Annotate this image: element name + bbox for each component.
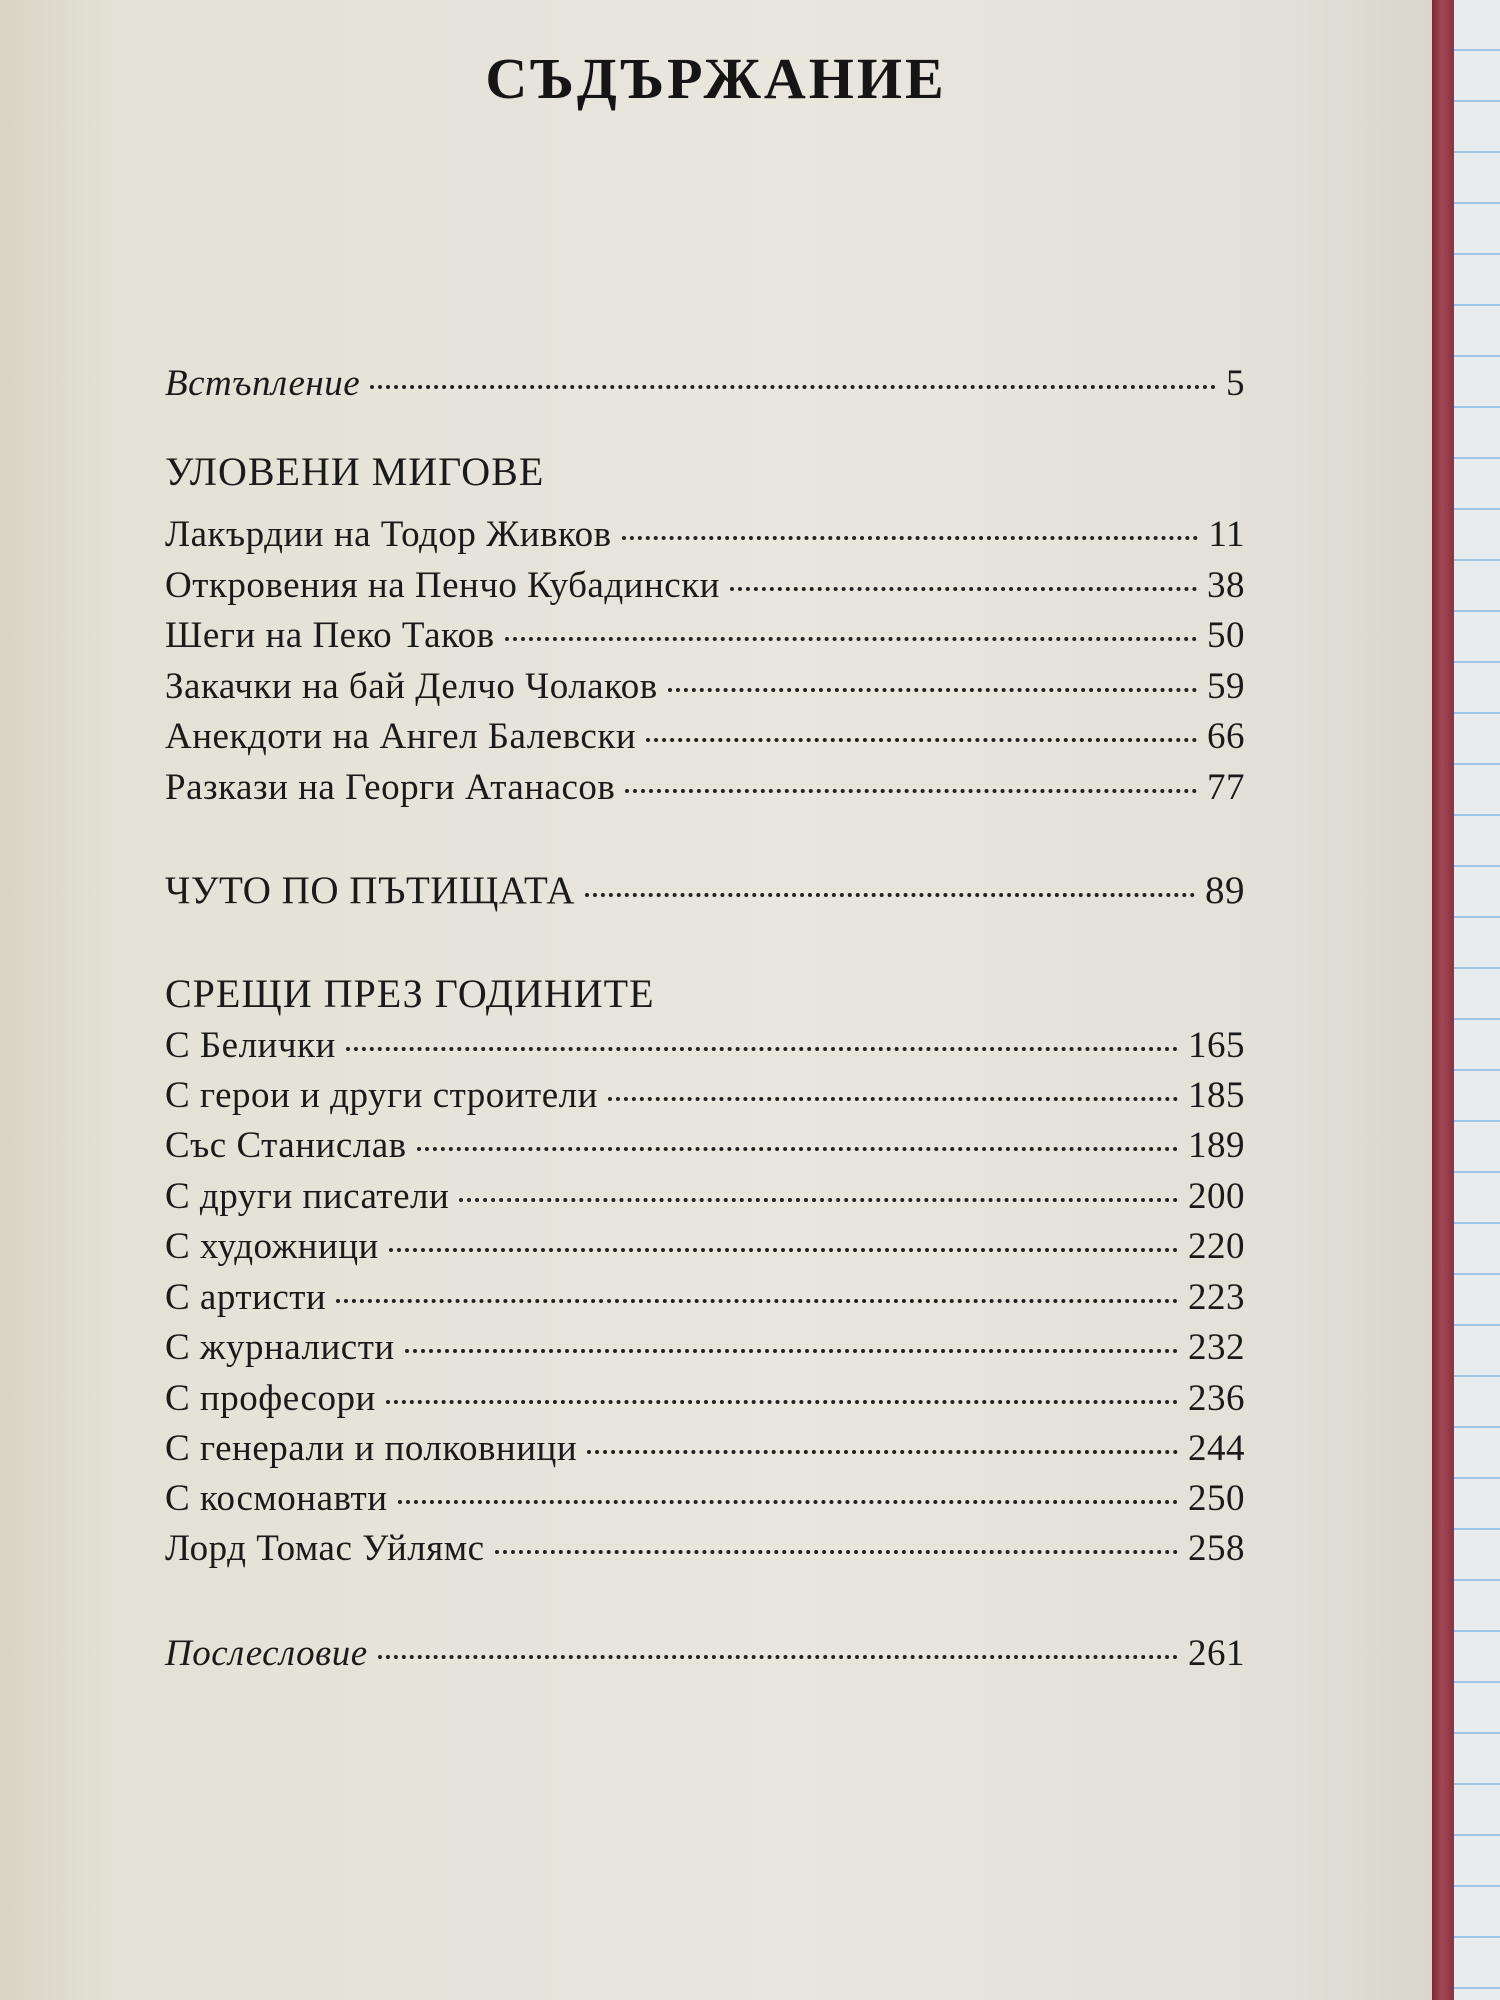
dot-leader	[646, 738, 1197, 742]
toc-entry	[165, 665, 1245, 708]
dot-leader	[668, 688, 1197, 692]
toc-entry	[165, 1175, 1245, 1218]
dot-leader	[417, 1147, 1178, 1151]
toc-entry-page: 244	[1188, 1428, 1245, 1469]
dot-leader	[587, 1450, 1178, 1454]
dot-leader	[405, 1349, 1178, 1353]
toc-entry-label: Разкази на Георги Атанасов	[165, 767, 616, 808]
toc-entry-page: 66	[1207, 716, 1245, 757]
toc-entry-label: С други писатели	[165, 1176, 450, 1217]
dot-leader	[389, 1248, 1178, 1252]
toc-entry-label: С журналисти	[165, 1327, 395, 1368]
toc-entry	[165, 1024, 1245, 1067]
toc-entry	[165, 1326, 1245, 1369]
toc-entry-page: 258	[1188, 1528, 1245, 1569]
toc-entry-label: Лорд Томас Уйлямс	[165, 1528, 485, 1569]
toc-entry	[165, 1527, 1245, 1570]
toc-entry	[165, 1276, 1245, 1319]
dot-leader	[336, 1299, 1178, 1303]
dot-leader	[585, 893, 1195, 897]
toc-entry-page: 220	[1188, 1226, 1245, 1267]
toc-entry-label: Лакърдии на Тодор Живков	[165, 514, 612, 555]
toc-entry-label: Встъпление	[165, 363, 361, 404]
toc-entry	[165, 513, 1245, 556]
toc-entry-page: 5	[1226, 363, 1245, 404]
toc-entry-page: 77	[1207, 767, 1245, 808]
toc-entry-label: С герои и други строители	[165, 1075, 598, 1116]
lined-paper-background	[1454, 0, 1500, 2000]
toc-entry-label: С професори	[165, 1378, 376, 1419]
toc-entry-label: Закачки на бай Делчо Чолаков	[165, 666, 658, 707]
dot-leader	[622, 536, 1199, 540]
toc-entry-page: 89	[1205, 869, 1245, 912]
dot-leader	[346, 1047, 1178, 1051]
toc-entry-page: 11	[1208, 514, 1245, 555]
toc-entry	[165, 715, 1245, 758]
toc-entry-page: 189	[1188, 1125, 1245, 1166]
toc-entry-page: 38	[1207, 565, 1245, 606]
dot-leader	[386, 1400, 1178, 1404]
toc-entry-label: С генерали и полковници	[165, 1428, 578, 1469]
toc-entry-label: Шеги на Пеко Таков	[165, 615, 495, 656]
dot-leader	[495, 1550, 1178, 1554]
toc-entry	[165, 1427, 1245, 1470]
dot-leader	[378, 1655, 1178, 1659]
dot-leader	[370, 385, 1216, 389]
toc-entry-page: 165	[1188, 1025, 1245, 1066]
toc-entry-label: Откровения на Пенчо Кубадински	[165, 565, 720, 606]
toc-entry-page: 236	[1188, 1378, 1245, 1419]
dot-leader	[608, 1097, 1178, 1101]
toc-entry-page: 261	[1188, 1633, 1245, 1674]
toc-entry-page: 185	[1188, 1075, 1245, 1116]
page-title: СЪДЪРЖАНИЕ	[485, 46, 947, 111]
dot-leader	[459, 1198, 1178, 1202]
toc-entry-page: 223	[1188, 1277, 1245, 1318]
section-heading: СРЕЩИ ПРЕЗ ГОДИНИТЕ	[165, 971, 655, 1016]
toc-entry-outro	[165, 1632, 1245, 1675]
book-cover-edge	[1432, 0, 1454, 2000]
toc-entry-page: 250	[1188, 1478, 1245, 1519]
toc-entry-label: С космонавти	[165, 1478, 388, 1519]
toc-entry-standalone-section	[165, 868, 1245, 913]
dot-leader	[505, 637, 1197, 641]
toc-entry-page: 59	[1207, 666, 1245, 707]
toc-entry	[165, 1377, 1245, 1420]
toc-entry	[165, 1074, 1245, 1117]
toc-entry-page: 50	[1207, 615, 1245, 656]
toc-entry-intro	[165, 362, 1245, 405]
toc-entry	[165, 564, 1245, 607]
toc-entry-label: С Белички	[165, 1025, 336, 1066]
toc-entry	[165, 614, 1245, 657]
toc-entry	[165, 766, 1245, 809]
toc-entry-label: ЧУТО ПО ПЪТИЩАТА	[165, 869, 576, 912]
section-heading: УЛОВЕНИ МИГОВЕ	[165, 449, 545, 494]
toc-entry	[165, 1477, 1245, 1520]
dot-leader	[730, 587, 1197, 591]
toc-entry	[165, 1124, 1245, 1167]
toc-entry	[165, 1225, 1245, 1268]
toc-entry-label: С художници	[165, 1226, 379, 1267]
dot-leader	[625, 789, 1197, 793]
toc-entry-label: Анекдоти на Ангел Балевски	[165, 716, 637, 757]
toc-entry-label: Със Станислав	[165, 1125, 407, 1166]
toc-entry-page: 200	[1188, 1176, 1245, 1217]
toc-entry-label: Послесловие	[165, 1633, 368, 1674]
toc-entry-label: С артисти	[165, 1277, 327, 1318]
toc-entry-page: 232	[1188, 1327, 1245, 1368]
dot-leader	[398, 1500, 1178, 1504]
